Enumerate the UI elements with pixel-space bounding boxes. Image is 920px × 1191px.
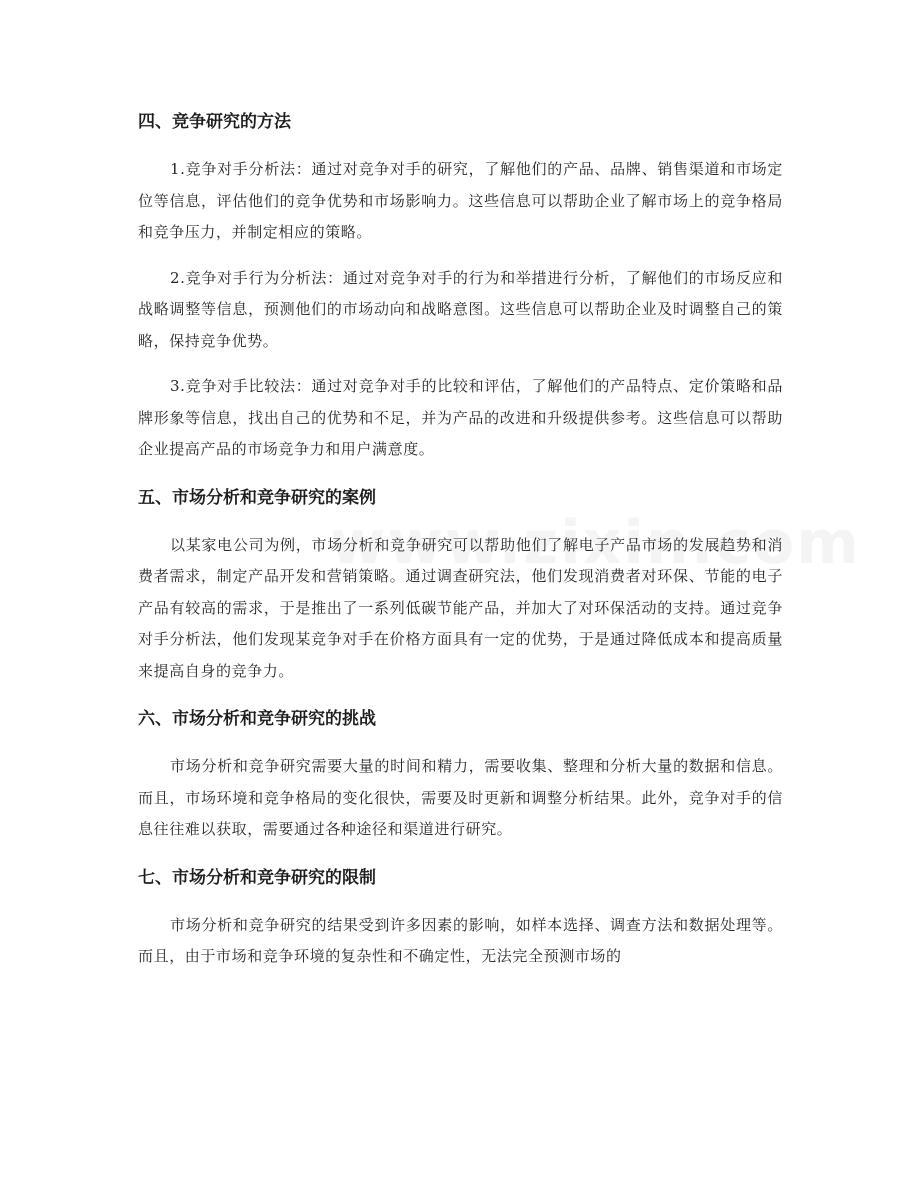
section-case-study <box>138 480 783 688</box>
section-heading: 五、市场分析和竞争研究的案例 <box>138 487 376 508</box>
document-body <box>138 104 783 987</box>
section-heading: 六、市场分析和竞争研究的挑战 <box>138 709 376 729</box>
section-limitations <box>138 860 783 973</box>
paragraph: 2.竞争对手行为分析法：通过对竞争对手的行为和举措进行分析，了解他们的市场反应和战略调整等信息，预测他们的市场动向和战略意图。这些信息可以帮助企业及时调整自己的策略，保持竞争优势。 <box>138 268 783 350</box>
section-competition-methods <box>138 104 783 466</box>
paragraph: 1.竞争对手分析法：通过对竞争对手的研究，了解他们的产品、品牌、销售渠道和市场定位等信息，评估他们的竞争优势和市场影响力。这些信息可以帮助企业了解市场上的竞争格局和竞争压力，并制定相应的策略。 <box>138 160 783 241</box>
section-challenges <box>138 701 783 846</box>
paragraph: 3.竞争对手比较法：通过对竞争对手的比较和评估，了解他们的产品特点、定价策略和品牌形象等信息，找出自己的优势和不足，并为产品的改进和升级提供参考。这些信息可以帮助企业提高产品的市场竞争力和用户满意度。 <box>138 377 783 458</box>
paragraph: 市场分析和竞争研究的结果受到许多因素的影响，如样本选择、调查方法和数据处理等。而且，由于市场和竞争环境的复杂性和不确定性，无法完全预测市场的 <box>138 915 783 965</box>
section-heading: 七、市场分析和竞争研究的限制 <box>138 867 376 888</box>
paragraph: 以某家电公司为例，市场分析和竞争研究可以帮助他们了解电子产品市场的发展趋势和消费者需求，制定产品开发和营销策略。通过调查研究法，他们发现消费者对环保、节能的电子产品有较高的需求，于是推出了一系列低碳节能产品，并加大了对环保活动的支持。通过竞争对手分析法，他们发现某竞争对手在价格方面具有一定的优势，于是通过降低成本和提高质量来提高自身的竞争力。 <box>138 535 783 680</box>
paragraph: 市场分析和竞争研究需要大量的时间和精力，需要收集、整理和分析大量的数据和信息。而且，市场环境和竞争格局的变化很快，需要及时更新和调整分析结果。此外，竞争对手的信息往往难以获取，需要通过各种途径和渠道进行研究。 <box>138 757 783 838</box>
section-heading: 四、竞争研究的方法 <box>138 112 291 132</box>
